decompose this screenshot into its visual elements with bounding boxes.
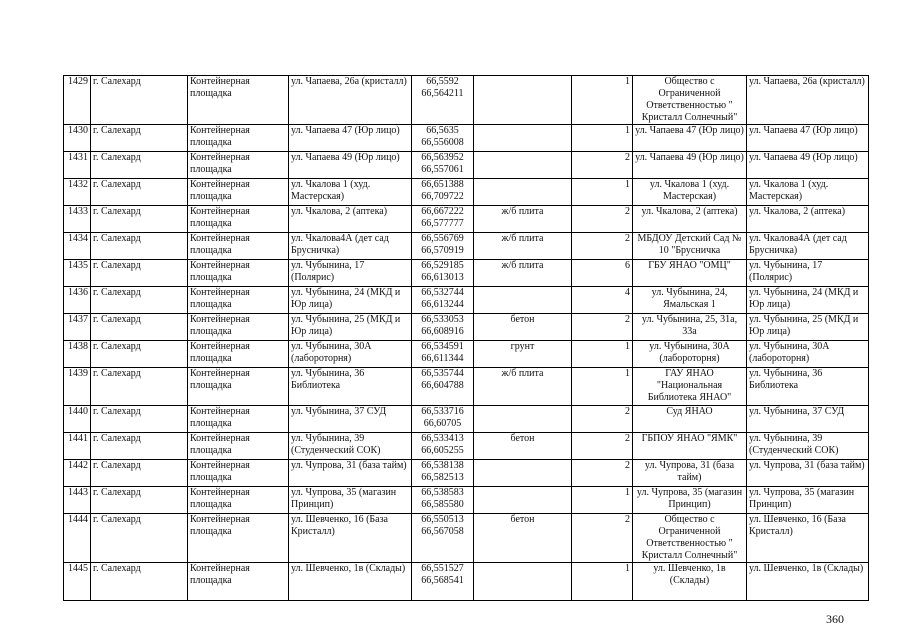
container-count-cell: 2: [572, 233, 633, 260]
row-number-cell: 1435: [64, 260, 91, 287]
coordinates-cell: 66,533716 66,60705: [412, 406, 474, 433]
owner-cell: ул. Чубынина, 24, Ямальская 1: [633, 287, 747, 314]
site-type-cell: Контейнерная площадка: [188, 368, 289, 406]
address-cell: ул. Шевченко, 1в (Склады): [289, 563, 412, 601]
address-cell: ул. Чубынина, 25 (МКД и Юр лица): [289, 314, 412, 341]
site-type-cell: Контейнерная площадка: [188, 433, 289, 460]
surface-cell: грунт: [474, 341, 572, 368]
table-row: [64, 206, 869, 233]
register-table: [63, 75, 869, 601]
surface-cell: ж/б плита: [474, 260, 572, 287]
served-objects-cell: ул. Чубынина, 25 (МКД и Юр лица): [747, 314, 869, 341]
table-row: [64, 563, 869, 601]
owner-cell: ул. Чапаева 49 (Юр лицо): [633, 152, 747, 179]
coordinates-cell: 66,5635 66,556008: [412, 125, 474, 152]
table-row: [64, 433, 869, 460]
site-type-cell: Контейнерная площадка: [188, 487, 289, 514]
owner-cell: ул. Чапаева 47 (Юр лицо): [633, 125, 747, 152]
row-number-cell: 1440: [64, 406, 91, 433]
row-number-cell: 1438: [64, 341, 91, 368]
container-count-cell: 1: [572, 76, 633, 125]
served-objects-cell: ул. Чапаева, 26а (кристалл): [747, 76, 869, 125]
row-number-cell: 1432: [64, 179, 91, 206]
served-objects-cell: ул. Чкалова4А (дет сад Брусничка): [747, 233, 869, 260]
surface-cell: [474, 460, 572, 487]
coordinates-cell: 66,551527 66,568541: [412, 563, 474, 601]
city-cell: г. Салехард: [91, 260, 188, 287]
container-count-cell: 2: [572, 206, 633, 233]
address-cell: ул. Чкалова, 2 (аптека): [289, 206, 412, 233]
served-objects-cell: ул. Чубынина, 24 (МКД и Юр лица): [747, 287, 869, 314]
city-cell: г. Салехард: [91, 563, 188, 601]
owner-cell: ГБПОУ ЯНАО "ЯМК": [633, 433, 747, 460]
owner-cell: ул. Чупрова, 31 (база тайм): [633, 460, 747, 487]
served-objects-cell: ул. Чапаева 49 (Юр лицо): [747, 152, 869, 179]
site-type-cell: Контейнерная площадка: [188, 206, 289, 233]
table-row: [64, 179, 869, 206]
city-cell: г. Салехард: [91, 433, 188, 460]
container-count-cell: 1: [572, 487, 633, 514]
coordinates-cell: 66,533413 66,605255: [412, 433, 474, 460]
site-type-cell: Контейнерная площадка: [188, 406, 289, 433]
row-number-cell: 1430: [64, 125, 91, 152]
row-number-cell: 1429: [64, 76, 91, 125]
coordinates-cell: 66,651388 66,709722: [412, 179, 474, 206]
row-number-cell: 1434: [64, 233, 91, 260]
surface-cell: бетон: [474, 314, 572, 341]
coordinates-cell: 66,5592 66,564211: [412, 76, 474, 125]
coordinates-cell: 66,538138 66,582513: [412, 460, 474, 487]
container-count-cell: 1: [572, 341, 633, 368]
served-objects-cell: ул. Чубынина, 30А (лабороторня): [747, 341, 869, 368]
address-cell: ул. Шевченко, 16 (База Кристалл): [289, 514, 412, 563]
container-count-cell: 2: [572, 314, 633, 341]
city-cell: г. Салехард: [91, 487, 188, 514]
site-type-cell: Контейнерная площадка: [188, 287, 289, 314]
owner-cell: ул. Шевченко, 1в (Склады): [633, 563, 747, 601]
row-number-cell: 1443: [64, 487, 91, 514]
surface-cell: [474, 125, 572, 152]
row-number-cell: 1442: [64, 460, 91, 487]
city-cell: г. Салехард: [91, 152, 188, 179]
owner-cell: ГБУ ЯНАО "ОМЦ": [633, 260, 747, 287]
row-number-cell: 1433: [64, 206, 91, 233]
site-type-cell: Контейнерная площадка: [188, 341, 289, 368]
owner-cell: ул. Чкалова, 2 (аптека): [633, 206, 747, 233]
container-count-cell: 6: [572, 260, 633, 287]
site-type-cell: Контейнерная площадка: [188, 152, 289, 179]
table-row: [64, 487, 869, 514]
coordinates-cell: 66,563952 66,557061: [412, 152, 474, 179]
city-cell: г. Салехард: [91, 287, 188, 314]
table-row: [64, 287, 869, 314]
served-objects-cell: ул. Чубынина, 36 Библиотека: [747, 368, 869, 406]
owner-cell: Суд ЯНАО: [633, 406, 747, 433]
container-count-cell: 1: [572, 125, 633, 152]
row-number-cell: 1431: [64, 152, 91, 179]
served-objects-cell: ул. Чубынина, 37 СУД: [747, 406, 869, 433]
row-number-cell: 1436: [64, 287, 91, 314]
coordinates-cell: 66,550513 66,567058: [412, 514, 474, 563]
owner-cell: ул. Чубынина, 25, 31а, 33а: [633, 314, 747, 341]
table-row: [64, 125, 869, 152]
surface-cell: [474, 179, 572, 206]
city-cell: г. Салехард: [91, 314, 188, 341]
address-cell: ул. Чубынина, 24 (МКД и Юр лица): [289, 287, 412, 314]
container-count-cell: 2: [572, 433, 633, 460]
row-number-cell: 1445: [64, 563, 91, 601]
city-cell: г. Салехард: [91, 76, 188, 125]
city-cell: г. Салехард: [91, 341, 188, 368]
site-type-cell: Контейнерная площадка: [188, 460, 289, 487]
served-objects-cell: ул. Чубынина, 17 (Полярис): [747, 260, 869, 287]
site-type-cell: Контейнерная площадка: [188, 233, 289, 260]
city-cell: г. Салехард: [91, 206, 188, 233]
coordinates-cell: 66,529185 66,613013: [412, 260, 474, 287]
coordinates-cell: 66,533053 66,608916: [412, 314, 474, 341]
surface-cell: ж/б плита: [474, 206, 572, 233]
surface-cell: ж/б плита: [474, 233, 572, 260]
served-objects-cell: ул. Чкалова, 2 (аптека): [747, 206, 869, 233]
row-number-cell: 1439: [64, 368, 91, 406]
table-row: [64, 368, 869, 406]
city-cell: г. Салехард: [91, 368, 188, 406]
owner-cell: МБДОУ Детский Сад № 10 "Брусничка: [633, 233, 747, 260]
table-row: [64, 341, 869, 368]
address-cell: ул. Чубынина, 17 (Полярис): [289, 260, 412, 287]
address-cell: ул. Чубынина, 39 (Студенческий СОК): [289, 433, 412, 460]
surface-cell: ж/б плита: [474, 368, 572, 406]
coordinates-cell: 66,667222 66,577777: [412, 206, 474, 233]
page-number: 360: [826, 612, 844, 626]
address-cell: ул. Чубынина, 30А (лабороторня): [289, 341, 412, 368]
site-type-cell: Контейнерная площадка: [188, 76, 289, 125]
address-cell: ул. Чупрова, 35 (магазин Принцип): [289, 487, 412, 514]
table-row: [64, 260, 869, 287]
owner-cell: ул. Чкалова 1 (худ. Мастерская): [633, 179, 747, 206]
surface-cell: [474, 487, 572, 514]
row-number-cell: 1437: [64, 314, 91, 341]
container-count-cell: 2: [572, 406, 633, 433]
container-count-cell: 4: [572, 287, 633, 314]
address-cell: ул. Чупрова, 31 (база тайм): [289, 460, 412, 487]
table-row: [64, 314, 869, 341]
address-cell: ул. Чубынина, 36 Библиотека: [289, 368, 412, 406]
row-number-cell: 1441: [64, 433, 91, 460]
address-cell: ул. Чкалова 1 (худ. Мастерская): [289, 179, 412, 206]
site-type-cell: Контейнерная площадка: [188, 260, 289, 287]
coordinates-cell: 66,538583 66,585580: [412, 487, 474, 514]
address-cell: ул. Чкалова4А (дет сад Брусничка): [289, 233, 412, 260]
surface-cell: бетон: [474, 514, 572, 563]
surface-cell: [474, 563, 572, 601]
container-count-cell: 2: [572, 460, 633, 487]
city-cell: г. Салехард: [91, 460, 188, 487]
surface-cell: [474, 76, 572, 125]
table-row: [64, 76, 869, 125]
coordinates-cell: 66,535744 66,604788: [412, 368, 474, 406]
container-count-cell: 2: [572, 514, 633, 563]
served-objects-cell: ул. Шевченко, 16 (База Кристалл): [747, 514, 869, 563]
container-count-cell: 1: [572, 179, 633, 206]
owner-cell: Общество с Ограниченной Ответственностью " Кристалл Солнечный": [633, 76, 747, 125]
coordinates-cell: 66,532744 66,613244: [412, 287, 474, 314]
city-cell: г. Салехард: [91, 233, 188, 260]
coordinates-cell: 66,534591 66,611344: [412, 341, 474, 368]
owner-cell: ул. Чубынина, 30А (лабороторня): [633, 341, 747, 368]
served-objects-cell: ул. Чупрова, 35 (магазин Принцип): [747, 487, 869, 514]
container-count-cell: 1: [572, 368, 633, 406]
served-objects-cell: ул. Чупрова, 31 (база тайм): [747, 460, 869, 487]
city-cell: г. Салехард: [91, 125, 188, 152]
site-type-cell: Контейнерная площадка: [188, 125, 289, 152]
table-row: [64, 514, 869, 563]
site-type-cell: Контейнерная площадка: [188, 514, 289, 563]
address-cell: ул. Чапаева 47 (Юр лицо): [289, 125, 412, 152]
owner-cell: ГАУ ЯНАО "Национальная Библиотека ЯНАО": [633, 368, 747, 406]
row-number-cell: 1444: [64, 514, 91, 563]
container-count-cell: 2: [572, 152, 633, 179]
city-cell: г. Салехард: [91, 406, 188, 433]
city-cell: г. Салехард: [91, 179, 188, 206]
address-cell: ул. Чапаева, 26а (кристалл): [289, 76, 412, 125]
served-objects-cell: ул. Шевченко, 1в (Склады): [747, 563, 869, 601]
table-row: [64, 406, 869, 433]
surface-cell: [474, 287, 572, 314]
table-row: [64, 152, 869, 179]
owner-cell: ул. Чупрова, 35 (магазин Принцип): [633, 487, 747, 514]
served-objects-cell: ул. Чубынина, 39 (Студенческий СОК): [747, 433, 869, 460]
served-objects-cell: ул. Чкалова 1 (худ. Мастерская): [747, 179, 869, 206]
site-type-cell: Контейнерная площадка: [188, 179, 289, 206]
surface-cell: бетон: [474, 433, 572, 460]
table-row: [64, 233, 869, 260]
site-type-cell: Контейнерная площадка: [188, 563, 289, 601]
coordinates-cell: 66,556769 66,570919: [412, 233, 474, 260]
address-cell: ул. Чубынина, 37 СУД: [289, 406, 412, 433]
table-row: [64, 460, 869, 487]
owner-cell: Общество с Ограниченной Ответственностью " Кристалл Солнечный": [633, 514, 747, 563]
surface-cell: [474, 406, 572, 433]
surface-cell: [474, 152, 572, 179]
served-objects-cell: ул. Чапаева 47 (Юр лицо): [747, 125, 869, 152]
site-type-cell: Контейнерная площадка: [188, 314, 289, 341]
container-count-cell: 1: [572, 563, 633, 601]
city-cell: г. Салехард: [91, 514, 188, 563]
address-cell: ул. Чапаева 49 (Юр лицо): [289, 152, 412, 179]
